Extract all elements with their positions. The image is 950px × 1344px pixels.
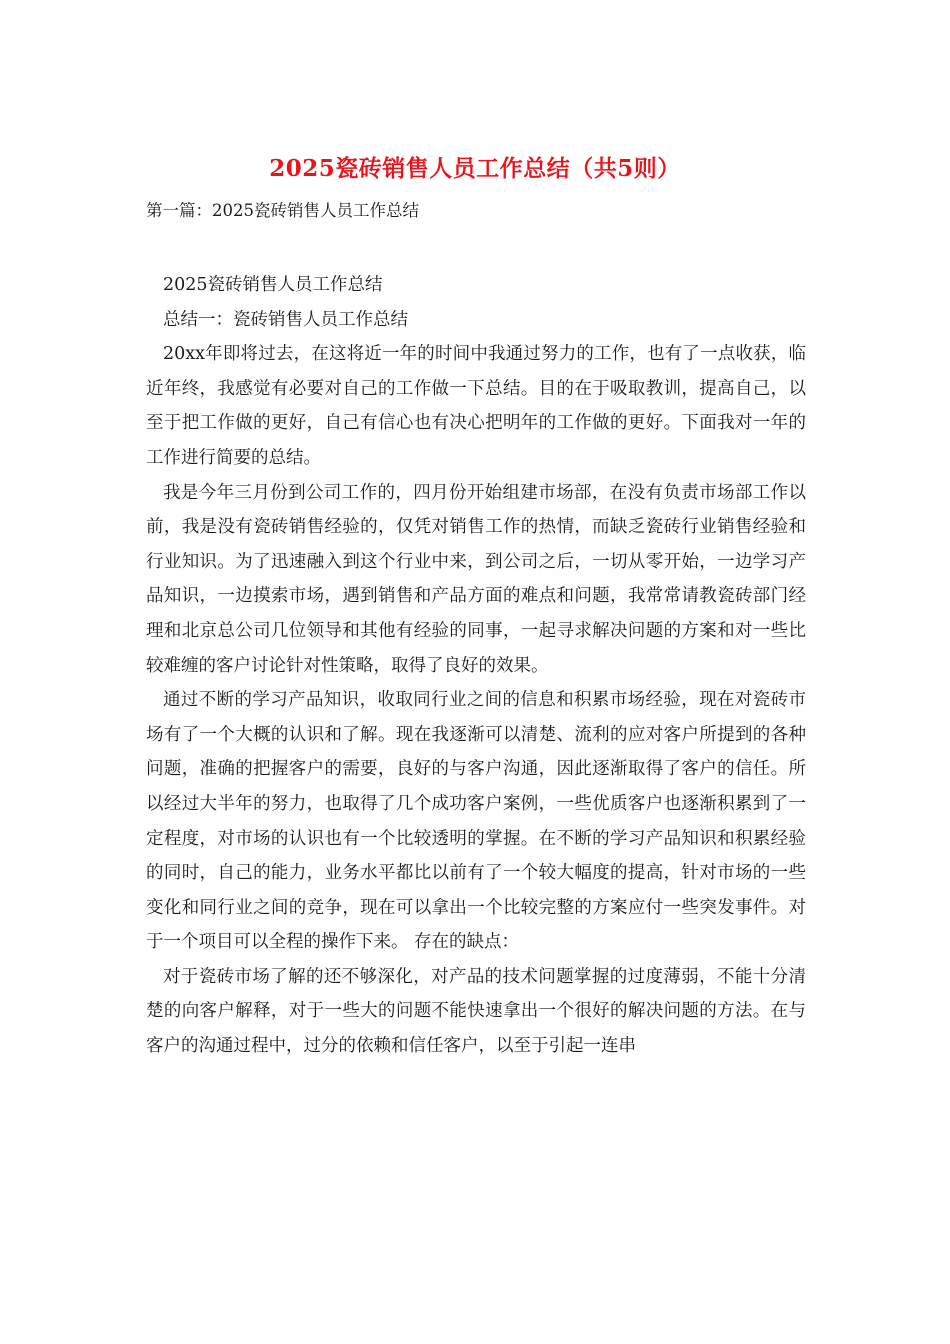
chapter-heading: 第一篇：2025瓷砖销售人员工作总结 [146, 201, 419, 220]
body-paragraph: 20xx年即将过去，在这将近一年的时间中我通过努力的工作，也有了一点收获，临近年终，我感觉有必要对自己的工作做一下总结。目的在于吸取教训，提高自己，以至于把工作做的更好，自己有信心也有决心把明年的工作做的更好。下面我对一年的工作进行简要的总结。 [146, 344, 806, 468]
document-title: 2025瓷砖销售人员工作总结（共5则） [269, 155, 681, 182]
body-paragraph: 2025瓷砖销售人员工作总结 [163, 275, 383, 295]
body-paragraph: 总结一：瓷砖销售人员工作总结 [163, 309, 408, 330]
document-body [146, 268, 806, 1064]
body-paragraph: 通过不断的学习产品知识，收取同行业之间的信息和积累市场经验，现在对瓷砖市场有了一个大概的认识和了解。现在我逐渐可以清楚、流利的应对客户所提到的各种问题，准确的把握客户的需要，良好的与客户沟通，因此逐渐取得了客户的信任。所以经过大半年的努力，也取得了几个成功客户案例，一些优质客户也逐渐积累到了一定程度，对市场的认识也有一个比较透明的掌握。在不断的学习产品知识和积累经验的同时，自己的能力，业务水平都比以前有了一个较大幅度的提高，针对市场的一些变化和同行业之间的竞争，现在可以拿出一个比较完整的方案应付一些突发事件。对于一个项目可以全程的操作下来。 存在的缺点： [146, 690, 806, 953]
body-paragraph: 对于瓷砖市场了解的还不够深化，对产品的技术问题掌握的过度薄弱，不能十分清楚的向客户解释，对于一些大的问题不能快速拿出一个很好的解决问题的方法。在与客户的沟通过程中，过分的依赖和信任客户，以至于引起一连串 [146, 966, 806, 1057]
body-paragraph: 我是今年三月份到公司工作的，四月份开始组建市场部，在没有负责市场部工作以前，我是没有瓷砖销售经验的，仅凭对销售工作的热情，而缺乏瓷砖行业销售经验和行业知识。为了迅速融入到这个行业中来，到公司之后，一切从零开始，一边学习产品知识，一边摸索市场，遇到销售和产品方面的难点和问题，我常常请教瓷砖部门经理和北京总公司几位领导和其他有经验的同事，一起寻求解决问题的方案和对一些比较难缠的客户讨论针对性策略，取得了良好的效果。 [146, 482, 806, 676]
